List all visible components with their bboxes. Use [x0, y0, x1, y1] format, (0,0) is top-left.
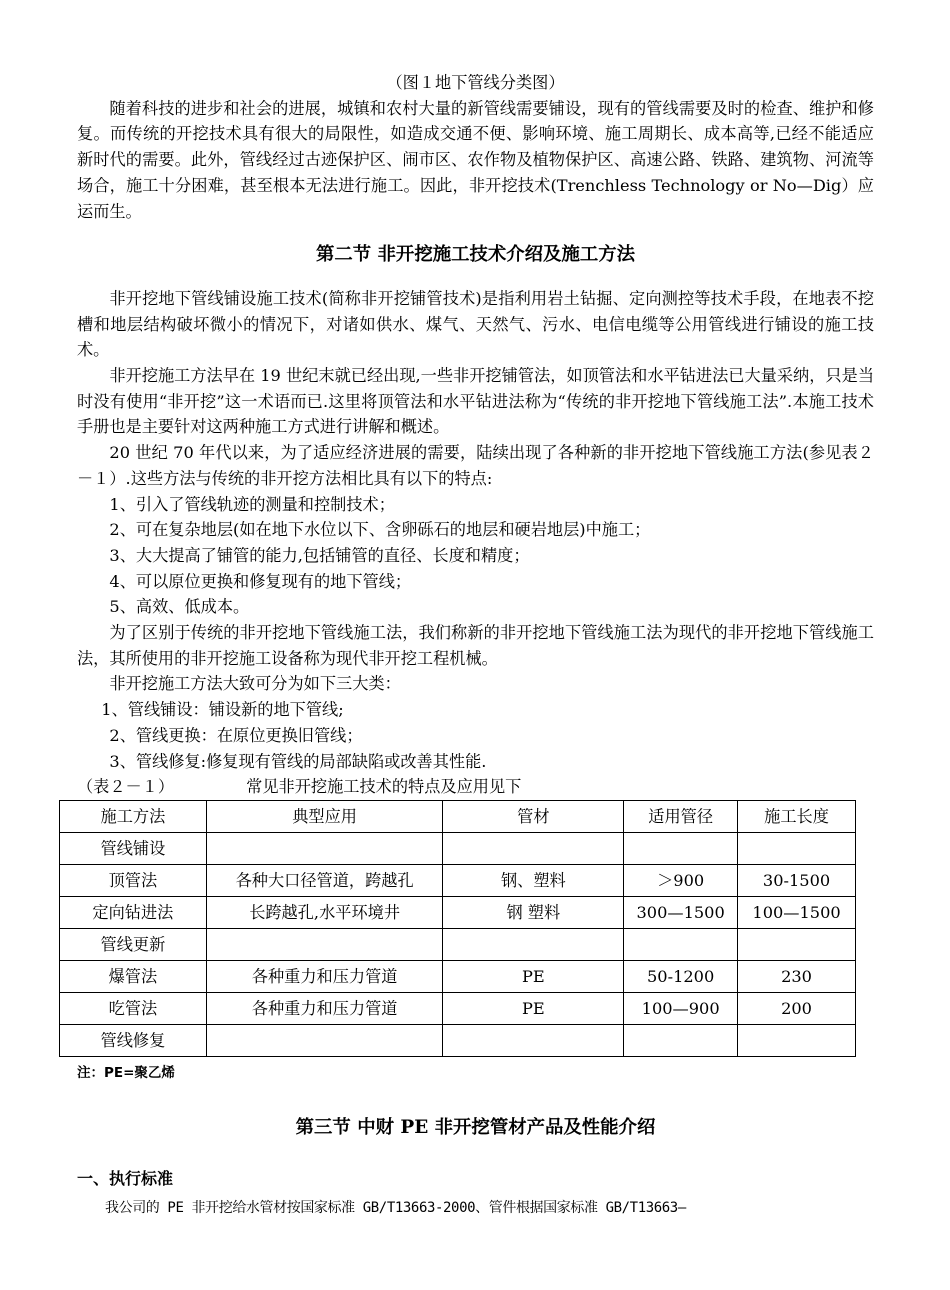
- category-item: 1、管线铺设：铺设新的地下管线;: [101, 700, 344, 720]
- category-item: 3、管线修复:修复现有管线的局部缺陷或改善其性能.: [109, 751, 487, 771]
- table-cell: 钢 塑料: [443, 896, 624, 928]
- table-cell: 各种大口径管道，跨越孔: [206, 864, 443, 896]
- table-cell: [443, 1024, 624, 1056]
- feature-item: 1、引入了管线轨迹的测量和控制技术；: [109, 494, 395, 514]
- table-caption: [77, 774, 874, 800]
- category-item: 2、管线更换：在原位更换旧管线；: [109, 725, 363, 745]
- table-cell: 100—1500: [738, 896, 856, 928]
- table-cell: [738, 832, 856, 864]
- table-cell: 各种重力和压力管道: [206, 960, 443, 992]
- section2-paragraph-1: 非开挖地下管线铺设施工技术(简称非开挖铺管技术)是指利用岩土钻掘、定向测控等技术手段，在地表不挖槽和地层结构破坏微小的情况下，对诸如供水、煤气、天然气、污水、电信电缆等公用管线进行铺设的施工技术。: [77, 288, 874, 360]
- table-cell: 钢、塑料: [443, 864, 624, 896]
- figure-caption: （图１地下管线分类图）: [386, 73, 565, 92]
- table-header-cell: 施工长度: [738, 800, 856, 832]
- table-header-row: [60, 800, 856, 832]
- methods-table: [59, 800, 856, 1057]
- table-cell: 200: [738, 992, 856, 1024]
- table-header-cell: 适用管径: [624, 800, 738, 832]
- table-header-cell: 管材: [443, 800, 624, 832]
- table-cell: PE: [443, 992, 624, 1024]
- table-cell: [443, 832, 624, 864]
- table-cell: 30-1500: [738, 864, 856, 896]
- feature-item: 2、可在复杂地层(如在地下水位以下、含卵砾石的地层和硬岩地层)中施工；: [109, 520, 651, 540]
- section2-paragraph-4: 为了区别于传统的非开挖地下管线施工法，我们称新的非开挖地下管线施工法为现代的非开挖地下管线施工法，其所使用的非开挖施工设备称为现代非开挖工程机械。: [77, 623, 874, 668]
- table-cell: [624, 928, 738, 960]
- table-row: [60, 864, 856, 896]
- table-cell: 定向钻进法: [60, 896, 207, 928]
- table-header-cell: 典型应用: [206, 800, 443, 832]
- table-cell: 各种重力和压力管道: [206, 992, 443, 1024]
- table-row: [60, 992, 856, 1024]
- table-cell: 100—900: [624, 992, 738, 1024]
- table-cell: ＞900: [624, 864, 738, 896]
- table-cell: PE: [443, 960, 624, 992]
- section2-paragraph-2: 非开挖施工方法早在 19 世纪末就已经出现,一些非开挖铺管法，如顶管法和水平钻进法已大量采纳，只是当时没有使用“非开挖”这一术语而已.这里将顶管法和水平钻进法称为“传统的非开挖地下管线施工法”.本施工技术手册也是主要针对这两种施工方式进行讲解和概述。: [77, 366, 874, 437]
- table-cell: 50-1200: [624, 960, 738, 992]
- section3-title: 第三节 中财 PE 非开挖管材产品及性能介绍: [295, 1116, 656, 1138]
- section2-title: 第二节 非开挖施工技术介绍及施工方法: [315, 244, 636, 266]
- table-cell: 爆管法: [60, 960, 207, 992]
- section2-paragraph-3: 20 世纪 70 年代以来，为了适应经济进展的需要，陆续出现了各种新的非开挖地下管线施工方法(参见表２－１）.这些方法与传统的非开挖方法相比具有以下的特点:: [77, 443, 874, 488]
- table-header-cell: 施工方法: [60, 800, 207, 832]
- section3-subheading: 一、执行标准: [77, 1169, 174, 1189]
- table-cell: 长跨越孔,水平环境井: [206, 896, 443, 928]
- table-cell: 管线修复: [60, 1024, 207, 1056]
- table-cell: 管线铺设: [60, 832, 207, 864]
- table-cell: [443, 928, 624, 960]
- table-note: 注：PE=聚乙烯: [77, 1064, 175, 1081]
- table-label: （表２－１）: [77, 777, 175, 797]
- table-cell: 吃管法: [60, 992, 207, 1024]
- table-cell: 230: [738, 960, 856, 992]
- table-cell: [206, 1024, 443, 1056]
- feature-item: 4、可以原位更换和修复现有的地下管线；: [109, 571, 412, 591]
- section3-paragraph-1: 我公司的 PE 非开挖给水管材按国家标准 GB/T13663-2000、管件根据国家标准 GB/T13663—: [105, 1200, 686, 1217]
- feature-item: 5、高效、低成本。: [109, 597, 250, 617]
- table-row: [60, 1024, 856, 1056]
- table-cell: [738, 1024, 856, 1056]
- document-page: [77, 70, 874, 1222]
- table-cell: [206, 832, 443, 864]
- table-row: [60, 832, 856, 864]
- table-row: [60, 960, 856, 992]
- table-title: 常见非开挖施工技术的特点及应用见下: [246, 777, 522, 797]
- table-cell: [624, 1024, 738, 1056]
- table-cell: [624, 832, 738, 864]
- section2-paragraph-5: 非开挖施工方法大致可分为如下三大类：: [109, 674, 401, 694]
- table-cell: 顶管法: [60, 864, 207, 896]
- feature-item: 3、大大提高了铺管的能力,包括铺管的直径、长度和精度；: [109, 545, 530, 565]
- intro-paragraph: 随着科技的进步和社会的进展，城镇和农村大量的新管线需要铺设，现有的管线需要及时的检查、维护和修复。而传统的开挖技术具有很大的局限性，如造成交通不便、影响环境、施工周期长、成本高等,已经不能适应新时代的需要。此外，管线经过古迹保护区、闹市区、农作物及植物保护区、高速公路、铁路、建筑物、河流等场合，施工十分困难，甚至根本无法进行施工。因此，非开挖技术(Trenchless Technology or No—Dig）应运而生。: [77, 98, 874, 221]
- table-cell: [738, 928, 856, 960]
- table-row: [60, 896, 856, 928]
- table-cell: 管线更新: [60, 928, 207, 960]
- table-cell: [206, 928, 443, 960]
- table-cell: 300—1500: [624, 896, 738, 928]
- table-row: [60, 928, 856, 960]
